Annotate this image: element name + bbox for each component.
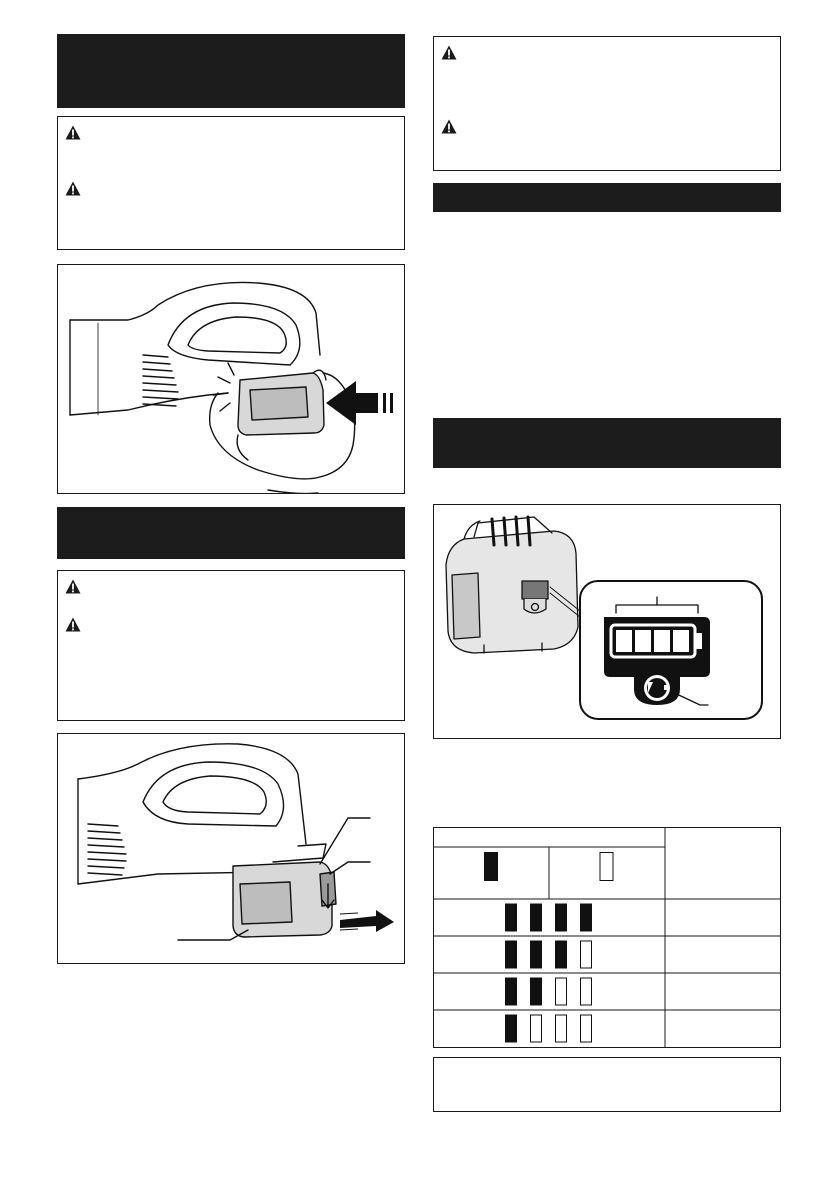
lamp-off-icon — [556, 1015, 567, 1042]
lamp-lit-icon — [505, 1015, 517, 1043]
battery-indicator-icon — [434, 505, 781, 739]
warning-triangle-icon — [65, 125, 81, 140]
lamp-lit-icon — [505, 978, 517, 1006]
lamp-lit-icon — [555, 941, 567, 969]
lamp-lit-icon — [505, 941, 517, 969]
warning-triangle-icon — [441, 45, 457, 60]
lamp-off-icon — [531, 1015, 542, 1042]
blower-remove-illustration — [58, 734, 405, 964]
figure-battery-indicator — [433, 504, 781, 739]
indicator-lamps-table — [433, 827, 781, 1048]
section-header-protection — [433, 183, 781, 212]
warning-triangle-icon — [65, 579, 81, 594]
section-header-battery-capacity — [433, 418, 781, 468]
section-header-install-battery — [57, 34, 405, 108]
lamp-off-icon — [581, 978, 592, 1005]
note-box — [433, 1057, 781, 1112]
warning-box-right — [433, 36, 781, 171]
lamp-off-icon — [600, 853, 613, 881]
lamp-lit-icon — [530, 941, 542, 969]
warning-box-remove — [57, 570, 405, 721]
section-header-remove-battery — [57, 507, 405, 559]
lamp-lit-icon — [530, 904, 542, 932]
lamp-off-icon — [581, 941, 592, 968]
indicator-table-grid — [433, 827, 781, 1048]
blower-insert-illustration — [58, 265, 405, 494]
lamp-lit-icon — [580, 904, 592, 932]
figure-remove-battery — [57, 733, 405, 964]
warning-triangle-icon — [441, 119, 457, 134]
lamp-lit-icon — [484, 852, 498, 881]
warning-box-install — [57, 116, 405, 250]
warning-triangle-icon — [65, 617, 81, 632]
figure-insert-battery — [57, 264, 405, 494]
lamp-off-icon — [581, 1015, 592, 1042]
lamp-lit-icon — [530, 978, 542, 1006]
lamp-lit-icon — [555, 904, 567, 932]
warning-triangle-icon — [65, 181, 81, 196]
lamp-off-icon — [556, 978, 567, 1005]
lamp-lit-icon — [505, 904, 517, 932]
